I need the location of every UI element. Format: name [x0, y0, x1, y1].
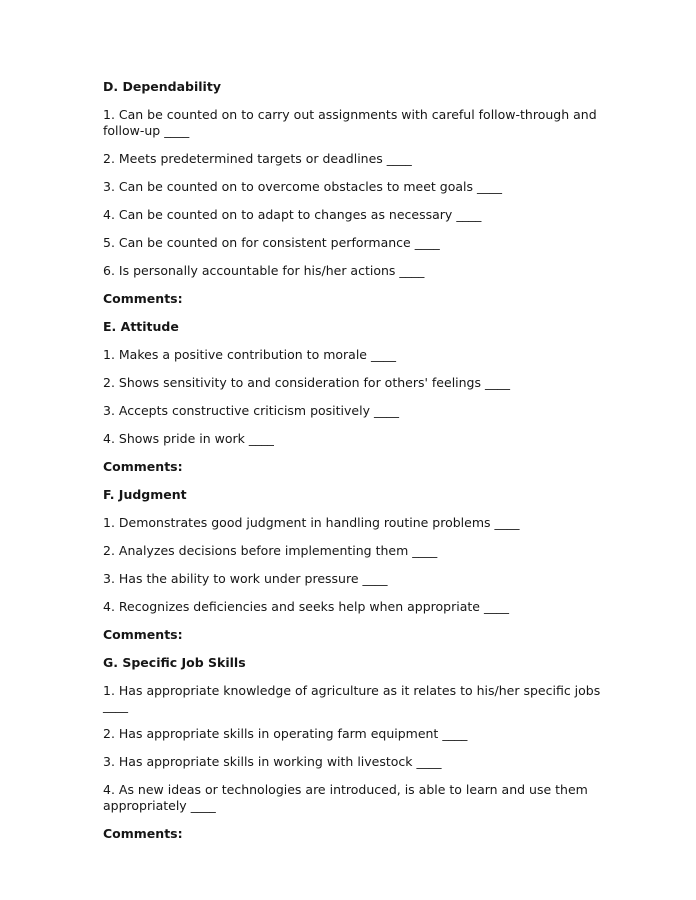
- fill-in-blank[interactable]: ____: [190, 797, 216, 813]
- section-heading: F. Judgment: [103, 486, 187, 502]
- fill-in-blank[interactable]: ____: [399, 262, 425, 278]
- item-text: 6. Is personally accountable for his/her actions: [103, 262, 396, 278]
- item-text: 2. Has appropriate skills in operating farm equipment: [103, 726, 439, 741]
- fill-in-blank[interactable]: ____: [416, 754, 442, 769]
- item-text: 1. Makes a positive contribution to morale: [103, 346, 367, 362]
- comments-label: Comments:: [103, 290, 183, 306]
- item-text: appropriately: [103, 797, 187, 813]
- form-item: [103, 754, 606, 770]
- form-item: [103, 683, 606, 714]
- fill-in-blank[interactable]: ____: [248, 430, 274, 446]
- fill-in-blank[interactable]: ____: [494, 514, 520, 530]
- section-g-specific-job-skills: [103, 655, 606, 842]
- item-text: 3. Has the ability to work under pressure: [103, 570, 359, 586]
- item-text: 4. Can be counted on to adapt to changes as necessary: [103, 206, 453, 222]
- item-text: follow-up: [103, 122, 161, 138]
- fill-in-blank[interactable]: ____: [373, 402, 399, 418]
- form-item: [103, 151, 606, 167]
- section-heading: E. Attitude: [103, 318, 179, 334]
- comments-label: Comments:: [103, 626, 183, 642]
- form-item: [103, 543, 606, 559]
- form-item: [103, 179, 606, 195]
- fill-in-blank[interactable]: ____: [164, 122, 190, 138]
- fill-in-blank[interactable]: ____: [386, 150, 412, 166]
- form-item: [103, 782, 606, 813]
- section-e-attitude: [103, 319, 606, 475]
- item-text: 2. Analyzes decisions before implementing them: [103, 542, 409, 558]
- fill-in-blank[interactable]: ____: [412, 542, 438, 558]
- item-text: 1. Has appropriate knowledge of agriculture as it relates to his/her specific jobs: [103, 682, 601, 698]
- item-text: 3. Can be counted on to overcome obstacles to meet goals: [103, 178, 474, 194]
- form-item: [103, 107, 606, 138]
- section-d-dependability: [103, 79, 606, 306]
- form-item: [103, 571, 606, 587]
- item-text: 4. As new ideas or technologies are introduced, is able to learn and use them: [103, 782, 588, 797]
- section-heading: D. Dependability: [103, 79, 221, 94]
- item-text: 3. Accepts constructive criticism positively: [103, 402, 370, 418]
- fill-in-blank[interactable]: ____: [103, 698, 128, 713]
- form-item: [103, 431, 606, 447]
- section-f-judgment: [103, 487, 606, 643]
- form-item: [103, 347, 606, 363]
- form-item: [103, 235, 606, 251]
- fill-in-blank[interactable]: ____: [485, 374, 510, 390]
- item-text: 2. Shows sensitivity to and consideration for others' feelings: [103, 374, 482, 390]
- fill-in-blank[interactable]: ____: [456, 206, 482, 222]
- section-heading: G. Specific Job Skills: [103, 654, 246, 670]
- item-text: 1. Can be counted on to carry out assignments with careful follow-through and: [103, 107, 597, 122]
- item-text: 5. Can be counted on for consistent performance: [103, 234, 411, 250]
- item-text: 4. Recognizes deficiencies and seeks help when appropriate: [103, 598, 480, 614]
- form-item: [103, 726, 606, 742]
- fill-in-blank[interactable]: ____: [370, 346, 396, 362]
- item-text: 2. Meets predetermined targets or deadlines: [103, 150, 383, 166]
- item-text: 1. Demonstrates good judgment in handling routine problems: [103, 514, 491, 530]
- item-text: 4. Shows pride in work: [103, 430, 245, 446]
- form-item: [103, 263, 606, 279]
- fill-in-blank[interactable]: ____: [483, 598, 509, 614]
- form-item: [103, 207, 606, 223]
- form-item: [103, 599, 606, 615]
- item-text: 3. Has appropriate skills in working with livestock: [103, 754, 413, 769]
- form-item: [103, 375, 606, 391]
- fill-in-blank[interactable]: ____: [362, 570, 388, 586]
- fill-in-blank[interactable]: ____: [414, 234, 440, 250]
- comments-label: Comments:: [103, 825, 183, 841]
- comments-label: Comments:: [103, 458, 183, 474]
- form-item: [103, 403, 606, 419]
- fill-in-blank[interactable]: ____: [477, 178, 503, 194]
- form-item: [103, 515, 606, 531]
- fill-in-blank[interactable]: ____: [442, 726, 468, 741]
